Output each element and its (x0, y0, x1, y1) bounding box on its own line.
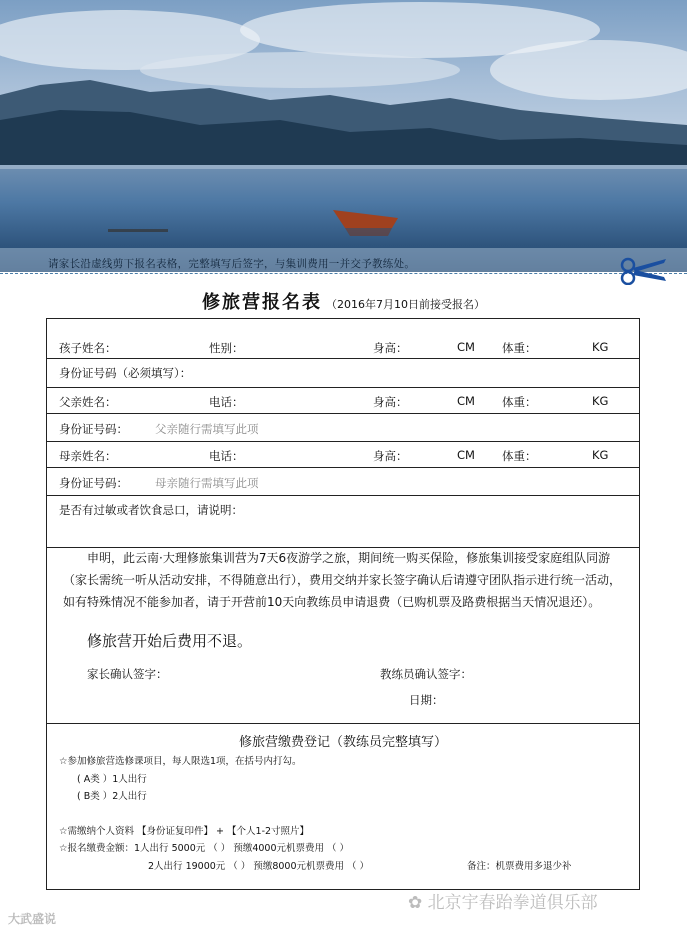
fee-note: 备注：机票费用多退少补 (467, 861, 572, 872)
mother-id-hint: 母亲随行需填写此项 (155, 476, 259, 490)
dashed-cut-line (0, 273, 687, 274)
mother-name-label: 母亲姓名： (59, 449, 117, 463)
mother-height-unit: CM (457, 448, 475, 462)
father-phone-label: 电话： (209, 395, 244, 409)
form-deadline: （2016年7月10日前接受报名） (326, 298, 485, 311)
parent-signature-label: 家长确认签字： (87, 667, 168, 681)
child-id-row (47, 358, 639, 388)
mother-info-row (47, 441, 639, 468)
mother-height-label: 身高： (373, 449, 408, 463)
father-height-label: 身高： (373, 395, 408, 409)
father-height-unit: CM (457, 394, 475, 408)
cut-instruction: 请家长沿虚线剪下报名表格，完整填写后签字，与集训费用一并交予教练处。 (48, 258, 416, 270)
wechat-icon: ✿ (408, 893, 428, 913)
child-gender-label: 性别： (209, 341, 244, 355)
fee-option-b: ( B类 ）2人出行 (77, 791, 147, 802)
lake-banner-image (0, 0, 687, 272)
child-id-label: 身份证号码（必须填写）： (59, 366, 192, 380)
child-name-label: 孩子姓名： (59, 341, 117, 355)
child-height-unit: CM (457, 340, 475, 354)
date-label: 日期： (409, 693, 444, 707)
watermark-right-text: 北京宇春跆拳道俱乐部 (427, 893, 598, 913)
child-weight-label: 体重： (502, 341, 537, 355)
coach-signature-label: 教练员确认签字： (380, 667, 472, 681)
no-refund-notice: 修旅营开始后费用不退。 (87, 632, 253, 650)
child-weight-unit: KG (592, 340, 609, 354)
allergy-row (47, 495, 639, 548)
fee-option-a: ( A类 ）1人出行 (77, 774, 147, 785)
registration-form (46, 318, 640, 890)
fee-amount-line1: ☆报名缴费金额：1人出行 5000元 （ ） 预缴4000元机票费用 （ ） (59, 843, 350, 854)
watermark-right (408, 888, 598, 913)
child-info-row (47, 319, 639, 359)
father-name-label: 父亲姓名： (59, 395, 117, 409)
father-id-label: 身份证号码： (59, 422, 128, 436)
father-info-row (47, 387, 639, 414)
mother-id-row (47, 467, 639, 496)
father-id-hint: 父亲随行需填写此项 (155, 422, 259, 436)
lake-landscape-graphic (0, 0, 687, 272)
mother-id-label: 身份证号码： (59, 476, 128, 490)
form-title: 修旅营报名表 (202, 292, 322, 313)
fee-intro: ☆参加修旅营选修课项目，每人限选1项，在括号内打勾。 (59, 756, 302, 767)
fee-section-title: 修旅营缴费登记（教练员完整填写） (238, 735, 447, 750)
scissors-icon (620, 257, 668, 285)
father-weight-label: 体重： (502, 395, 537, 409)
father-weight-unit: KG (592, 394, 609, 408)
fee-materials: ☆需缴纳个人资料 【身份证复印件】 + 【个人1-2寸照片】 (59, 826, 310, 837)
mother-weight-label: 体重： (502, 449, 537, 463)
mother-weight-unit: KG (592, 448, 609, 462)
declaration-text: 申明，此云南·大理修旅集训营为7天6夜游学之旅，期间统一购买保险，修旅集训接受家庭组队同游（家长需统一听从活动安排，不得随意出行），费用交纳并家长签字确认后请遵守团队指示进行统一活动，如有特殊情况不能参加者，请于开营前10天向教练员申请退费（已购机票及路费根据当天情况退还）。 (63, 551, 622, 609)
child-height-label: 身高： (373, 341, 408, 355)
father-id-row (47, 413, 639, 442)
allergy-label: 是否有过敏或者饮食忌口，请说明： (59, 503, 243, 517)
watermark-left: 大武盛说 (8, 912, 57, 926)
form-heading (0, 288, 687, 314)
mother-phone-label: 电话： (209, 449, 244, 463)
fee-amount-line2: 2人出行 19000元 （ ） 预缴8000元机票费用 （ ） (148, 861, 370, 872)
